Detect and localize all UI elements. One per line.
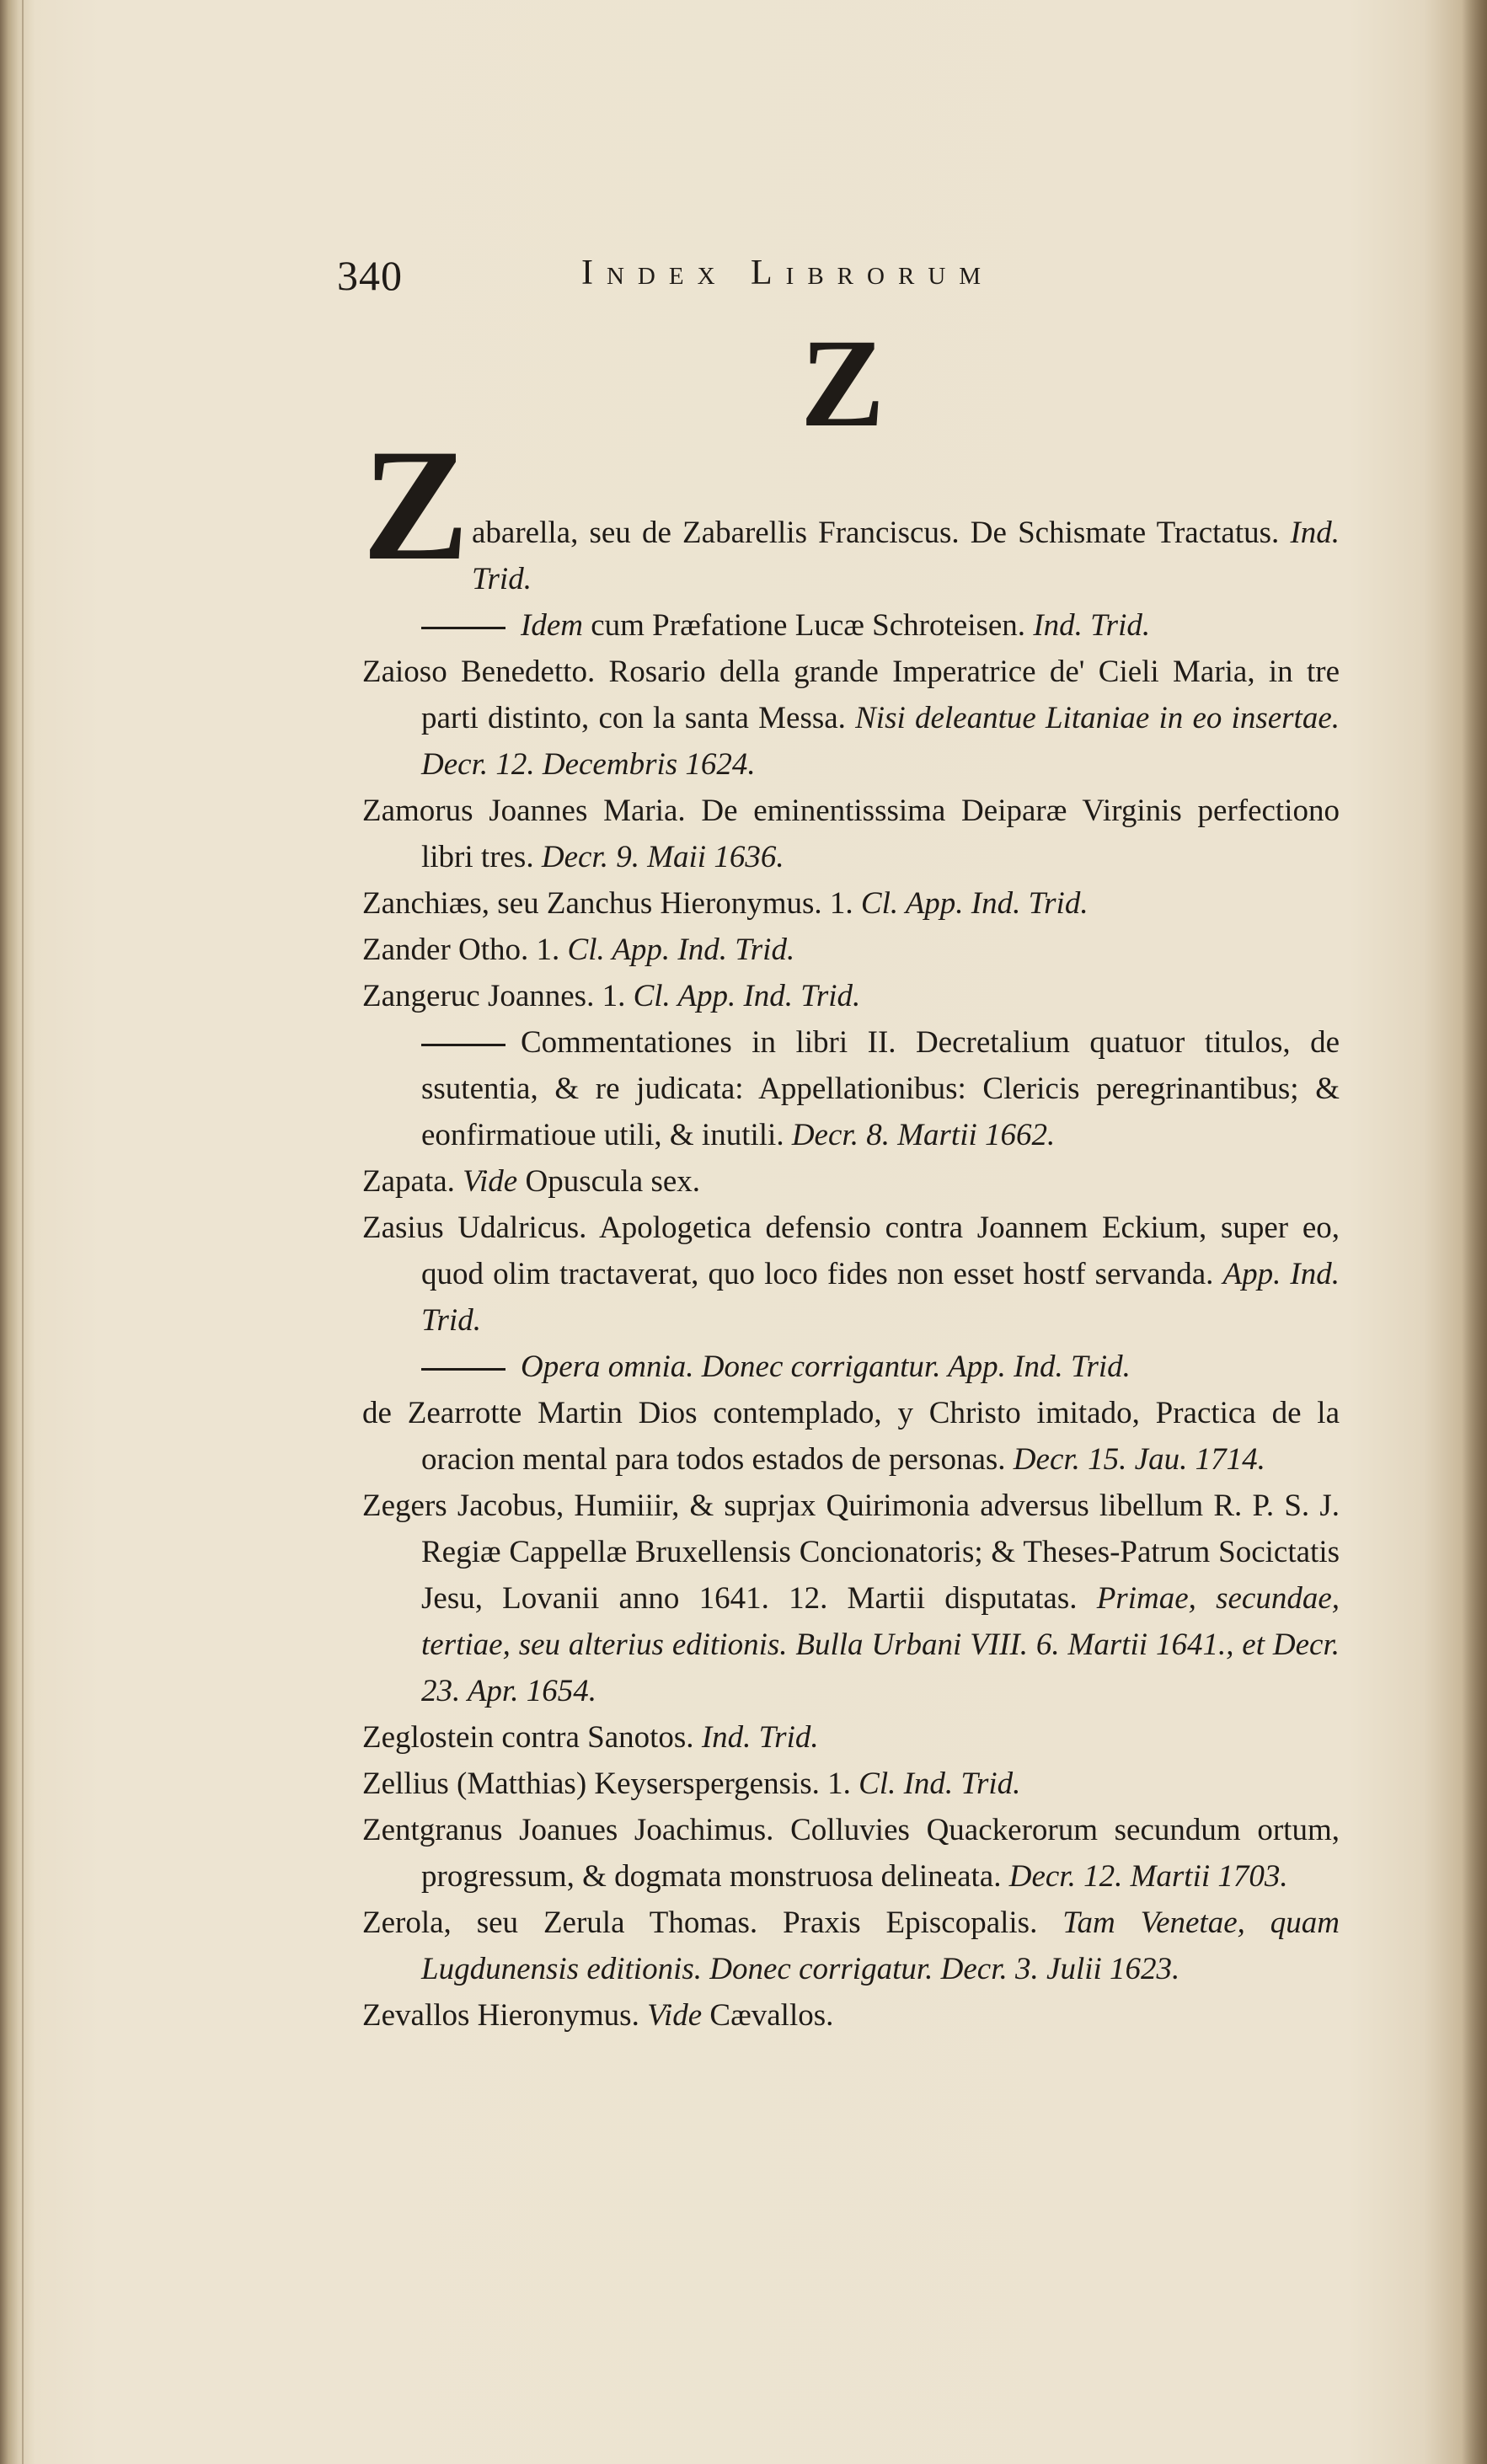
entry-zangeruc-commentationes: Commentationes in libri II. Decretalium quatuor titulos, de ssutentia, & re judicata: Appellationibus: Clericis peregrinantibus; & eonfirmatioue utili, & inutili. Decr. 8. Martii 1662. [421, 1025, 1340, 1152]
page-edge-shadow [1462, 0, 1487, 2464]
entry-zabarella: abarella, seu de Zabarellis Franciscus. De Schismate Tractatus. Ind. Trid. [472, 516, 1340, 596]
entry-zevallos: Zevallos Hieronymus. Vide Cævallos. [362, 1998, 834, 2033]
index-entries [362, 510, 1340, 2039]
entry-zamorus: Zamorus Joannes Maria. De eminentisssima Deiparæ Virginis perfectiono libri tres. Decr. 9. Maii 1636. [362, 794, 1340, 874]
drop-cap: Z [362, 417, 469, 594]
entry-zapata: Zapata. Vide Opuscula sex. [362, 1164, 701, 1199]
entry-zasius-opera: Opera omnia. Donec corrigantur. App. Ind. Trid. [362, 1344, 1340, 1390]
entry-zabarella-idem: Idem cum Præfatione Lucæ Schroteisen. Ind. Trid. [362, 602, 1340, 649]
entry-zeglostein: Zeglostein contra Sanotos. Ind. Trid. [362, 1720, 819, 1755]
entry-zaioso: Zaioso Benedetto. Rosario della grande Imperatrice de' Cieli Maria, in tre parti distinto, con la santa Messa. Nisi deleantue Litaniae in eo insertae. Decr. 12. Decembris 1624. [362, 655, 1340, 782]
page-header [337, 244, 1179, 303]
entry-zegers: Zegers Jacobus, Humiiir, & suprjax Quirimonia adversus libellum R. P. S. J. Regiæ Cappellæ Bruxellensis Concionatoris; & Theses-Patrum Socictatis Jesu, Lovanii anno 1641. 12. Martii disputatas. Primae, secundae, tertiae, seu alterius editionis. Bulla Urbani VIII. 6. Martii 1641., et Decr. 23. Apr. 1654. [362, 1489, 1340, 1708]
running-title: Index Librorum [581, 254, 995, 292]
entry-zanchiaes: Zanchiæs, seu Zanchus Hieronymus. 1. Cl. App. Ind. Trid. [362, 886, 1089, 921]
entry-zellius: Zellius (Matthias) Keyserspergensis. 1. Cl. Ind. Trid. [362, 1766, 1021, 1801]
ditto-dash [421, 1044, 505, 1046]
binding-edge [22, 0, 24, 2464]
entry-zearrotte: de Zearrotte Martin Dios contemplado, y Christo imitado, Practica de la oracion mental para todos estados de personas. Decr. 15. Jau. 1714. [362, 1396, 1340, 1477]
section-letter: Z [800, 313, 885, 453]
page-number: 340 [337, 252, 403, 299]
entry-zerola: Zerola, seu Zerula Thomas. Praxis Episcopalis. Tam Venetae, quam Lugdunensis editionis. Donec corrigatur. Decr. 3. Julii 1623. [362, 1905, 1340, 1986]
ditto-dash [421, 627, 505, 629]
entry-zangeruc: Zangeruc Joannes. 1. Cl. App. Ind. Trid. [362, 979, 861, 1013]
entry-zentgranus: Zentgranus Joanues Joachimus. Colluvies Quackerorum secundum ortum, progressum, & dogmata monstruosa delineata. Decr. 12. Martii 1703. [362, 1813, 1340, 1894]
ditto-dash [421, 1368, 505, 1371]
entry-zander: Zander Otho. 1. Cl. App. Ind. Trid. [362, 933, 795, 967]
entry-zasius: Zasius Udalricus. Apologetica defensio contra Joannem Eckium, super eo, quod olim tractaverat, quo loco fides non esset hostf servanda. App. Ind. Trid. [362, 1211, 1340, 1338]
